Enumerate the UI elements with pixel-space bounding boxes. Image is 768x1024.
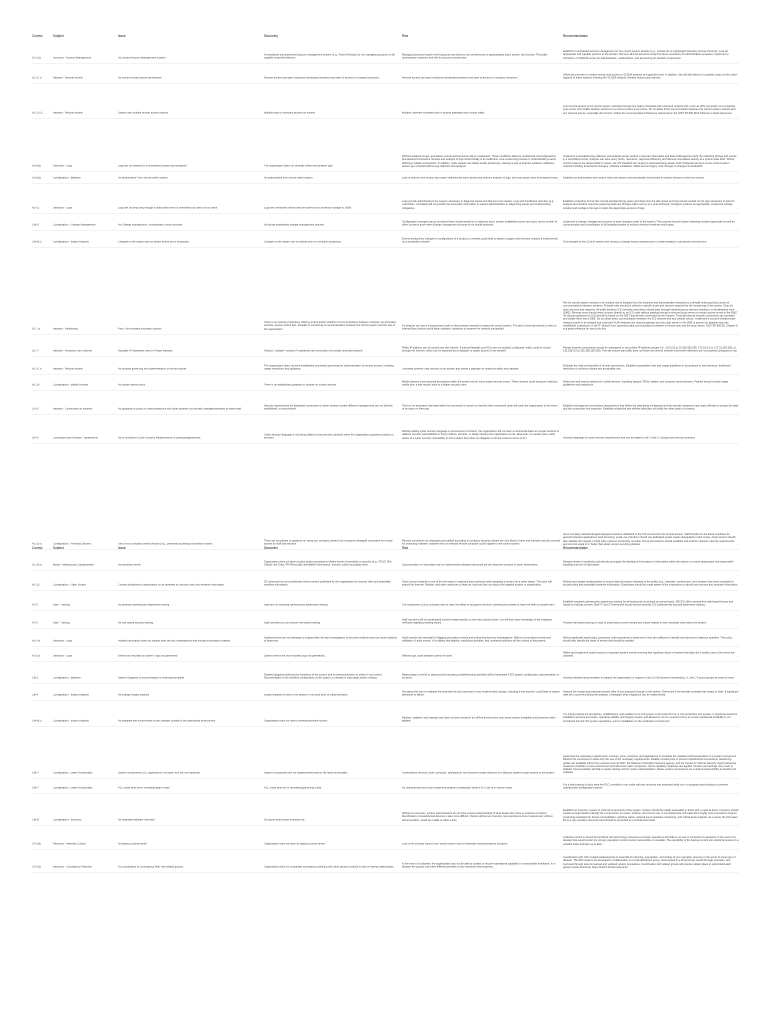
- row-separator: [32, 700, 739, 701]
- issue-cell: No Central Account Management System: [118, 56, 166, 60]
- issue-cell: Changes to the system are not tested before put in production: [118, 240, 190, 244]
- issue-cell: No change impact analysis.: [118, 693, 150, 697]
- recommendation-cell: A backup control is should be furnished with technology resources to recover operations with little to no loss in continuity of operations in the event of a disaster that would render the primary operations control center inaccessible or unusable. The operability of the backup control site should be tested on a periodic basis and kept up to date.: [563, 836, 739, 846]
- recommendation-cell: Analyze the impact and potential security risks of any proposed change to the system. Determine if the benefits outweigh the impact or risks. If significant risks are uncovered during the analysis, investigate what mitigations can be implemented.: [563, 690, 739, 697]
- discovery-cell: Organization does not have a policy and/or procedure to define levels of sensitivity or security (e.g., FOUO (For Official Use Only), PII (Personally Identifiable Information), Internal, public) and apply them.: [264, 560, 392, 567]
- recommendation-cell: Develop language for cyber security requirements that can be added to all IT and OT product and service contracts.: [563, 436, 696, 440]
- recommendation-cell: Determine and enforce policies for mobile devices, including laptops, PDAs, tablets, and company issued phones. Policies should include usage guidelines and restrictions.: [563, 380, 729, 387]
- row-separator: [32, 390, 739, 391]
- issue-cell: No or Insufficient Cyber Security Requirements in contracts/agreements: [118, 436, 201, 440]
- control-cell: CP-2(1): [32, 865, 42, 869]
- recommendation-cell: Private network components should be reassigned to use private IP address ranges (i.e., 10.0.0.0 to 10.255.255.255, 172.16.0.0 to 172.31.255.255, or 192.168.0.0 to 192.168.255.255). This will ensure that traffic does not leave the internal network if perimeter defenses are not properly configured or fail.: [563, 346, 738, 353]
- recommendation-cell: Provide role based training for staff to understand current threats and issues related to their individual roles within the system.: [563, 621, 707, 625]
- control-cell: CM-4(1): [32, 240, 42, 244]
- discovery-cell: Cyber security language is not being added to procurement contracts when the organization acquires products or services.: [264, 433, 394, 440]
- risk-cell: Events arising from changes to configuration of a product or network could lead to system outages and recovery impacts if implemented on a production network.: [402, 237, 558, 244]
- risk-cell: Audit records are essential for flagging anomalous events and performing forensic investigations. Without a formalized review and validation of audit events, it is unlikely that attacks, suspicious activities, and undesired activities will be noticed or discovered.: [402, 636, 551, 643]
- subject-cell: Network - Remote Access: [53, 367, 83, 371]
- discovery-cell: OT personnel do not consistently review content published by the organization for security risks and potentially sensitive information.: [264, 580, 391, 587]
- header-subject: Subject: [53, 34, 64, 38]
- recommendation-cell: Review and update media policies to ensure that information released to the public (e.g., websites, conferences, and vendors) has been reviewed for security risks and potentially sensitive information. Employees should be made aware of the importance to identify and remove any sensitive information.: [563, 580, 739, 587]
- row-separator: [32, 825, 739, 826]
- risk-cell: The employees of your company will not have the ability to recognize common cybersecurity threats or have the skills to handle them.: [402, 603, 556, 607]
- discovery-cell: A centralized and authorized account management system (e.g., Active Directory) is not managing accounts on all capable networked devices.: [264, 53, 395, 60]
- issue-cell: Content published by organization is not reviewed for security risks and sensitive information: [118, 583, 225, 587]
- recommendation-cell: Test changes to the SCADA system and conduct a change impact analysis prior to implementation in production environment.: [563, 240, 708, 244]
- header-control: Control: [32, 546, 43, 550]
- risk-cell: Without analysis of logs, anomalous events and intrusions will go undetected. These conditions allow for undetected misconfigurations and advanced intrusions. Review and analysis of logs stored locally is an ineffective, time-consuming process in understanding events affecting multiple components. In addition, cyber attacks can delete locally stored logs, causing a loss of forensic evidence. Malicious actions go unnoticed without log collection and analysis.: [402, 154, 556, 168]
- row-separator: [32, 683, 739, 684]
- control-cell: AU-6(3): [32, 164, 42, 168]
- control-cell: AC-17.a: [32, 367, 42, 371]
- row-separator: [32, 230, 739, 231]
- recommendation-cell: It is a best practice to only have the PLC controller in run mode with key removed and protected while not in a programming evolution to prevent unauthorized configuration access.: [563, 783, 728, 790]
- discovery-cell: Publicly "routable" network IP addresses are used within the private (internal) network.: [264, 349, 363, 353]
- row-separator: [32, 374, 739, 375]
- subject-cell: Network - Partitioning: [53, 327, 78, 331]
- issue-cell: No mobile device policy: [118, 383, 146, 387]
- discovery-cell: The organization does not centrally collect and analyze logs: [264, 164, 333, 168]
- issue-cell: No secure remote access architecture: [118, 76, 162, 80]
- row-separator: [32, 83, 739, 84]
- control-cell: CM-2: [32, 676, 39, 680]
- header-discovery: Discovery: [264, 546, 278, 550]
- control-cell: CM-7*: [32, 786, 40, 790]
- discovery-cell: No formal established change management process.: [264, 223, 325, 227]
- risk-cell: Without logs, audit analysis cannot be done.: [402, 654, 453, 658]
- control-cell: CM-3*: [32, 223, 40, 227]
- row-separator: [32, 610, 739, 611]
- subject-cell: Recovery - Alternate Control: [53, 842, 86, 846]
- risk-cell: Patches, updates, and changes that have not been tested in an off-line environment may cause system instability and downtime when applied.: [402, 716, 556, 723]
- subject-cell: Detection - Logs: [53, 639, 72, 643]
- discovery-cell: System components are not hardened/restricted to the least functionality.: [264, 771, 348, 775]
- recommendation-cell: Coordination with other related parties/groups is essential for planning, preparation, and testing of your operation recovery in the event of some type of disaster. The IDP needs to be developed in collaboration of a multi-disciplined group, documented in a living format, tested through exercises, and improved through lessons learned and updated system procedures. Coordination with related groups will prepare related plans to understand each groups needs and better help prioritize limited resources.: [563, 855, 736, 869]
- recommendation-cell: Establish a centralized account management for the control system devices (e.g., include AD or Lightweight Directory Access Protocol). Lock all appropriate and capable systems to the domain. Remove all local accounts except for those necessary for administrative purposes. Implement a TACACS+ or RADIUS server for authentication, authorization, and accounting for network components.: [563, 50, 729, 60]
- discovery-cell: No authoritative time source within system.: [264, 176, 314, 180]
- control-cell: CP-2(5): [32, 842, 42, 846]
- risk-cell: Without an inventory, system administrators do not have a clear understanding of what assets they have to maintain or protect. Identification of unauthorized devices is also more difficult. Owners without an inventory may experience loss of assets and, without documentation, would be unable to claim a loss.: [402, 812, 553, 822]
- row-separator: [32, 646, 739, 647]
- header-risk: Risk: [402, 546, 409, 550]
- row-separator: [32, 171, 739, 172]
- control-cell: SA-4*: [32, 436, 39, 440]
- subject-cell: Configuration - Inventory: [53, 818, 82, 822]
- control-cell: AT-3*: [32, 621, 39, 625]
- control-cell: AT-2*: [32, 603, 39, 607]
- control-cell: AU-11: [32, 206, 40, 210]
- page-2: [0, 512, 768, 1024]
- subject-cell: Network - Protection from Internet: [53, 349, 92, 353]
- issue-cell: PLC mode keys left in remote/program mode.: [118, 786, 171, 790]
- recommendation-cell: Implement a change management process to track changes made to the system. This process should include obtaining recipient approvals as well as communication and coordination of all impacted parties to enforce retention timelines and impact.: [563, 220, 735, 227]
- subject-cell: Configuration - Change Management: [53, 223, 96, 227]
- discovery-cell: Organization does not coordinate contingency planning with other groups involved in plan or having related plans.: [264, 865, 395, 869]
- control-cell: AC-2(1): [32, 56, 42, 60]
- row-separator: [32, 414, 739, 415]
- issue-cell: No role based security training: [118, 621, 154, 625]
- subject-cell: Network - Connections to systems: [53, 407, 93, 411]
- subject-cell: Accounts - Account Management: [53, 56, 92, 60]
- subject-cell: Staff - Training: [53, 621, 70, 625]
- issue-cell: Logs are not kept long enough or data within them is overwritten too fast to be of value: [118, 206, 218, 210]
- control-cell: SC-7.a: [32, 327, 41, 331]
- risk-cell: An attacker can use a compromised node on the business network to exploit the control system. The lack of internal network to with no internal flow controls would allow malware / attackers to traverse the network unimpeded.: [402, 324, 557, 331]
- risk-cell: Not taking the time to evaluate the potential risk and outcomes of any implemented change, including a test process, could lead to system downtime or failure.: [402, 690, 560, 697]
- row-separator: [32, 334, 739, 335]
- subject-cell: Configuration - Baseline: [53, 176, 81, 180]
- risk-cell: Managing local and system level accounts can become too cumbersome to appropriately audit, secure, and monitor. This adds unnecessary exposure and risk for account compromise.: [402, 53, 548, 60]
- recommendation-cell: Evaluate the risks and benefits of remote connections. Establish acceptable rules and usage guidelines in accordance to risk tolerance. Implement restrictions to enforce policies and acceptable use.: [563, 364, 731, 371]
- risk-cell: Logs provide administrators the support necessary to diagnose issues and discover root causes. Logs with insufficient retention (e.g., overwritten, truncated) will not provide the necessary information to support administrators in diagnosing issues and implementing mitigations.: [402, 200, 555, 210]
- subject-cell: Network - Remote Access: [53, 111, 83, 115]
- risk-cell: Staff members will not understand current threats specific to their role and job duties, nor will they have knowledge of the mitigation methods regarding existing issues.: [402, 618, 553, 625]
- recommendation-cell: Determine the necessary requirements, services, ports, protocols, and applications to complete the needed functions/operation of a system component. Restrict the component to allow only the use of the necessary requirements. Disable unused ports to prevent unauthorized connections. Hardening guides are available online from sources such as NIST, the Defense Information Systems Agency, and the Center for Internet Security. Apply hardening measures carefully in a test environment and document each component. Some capability measures are applied, function and settings may revert to defaults. Documentation will help re-apply settings and for system administration. Newer system components are a shared responsibility to identify and evaluate.: [563, 755, 737, 775]
- subject-cell: Media - Marking and Categorization: [53, 563, 95, 567]
- issue-cell: Routable IP Addresses used in Private Network: [118, 349, 173, 353]
- control-cell: CM-4(1): [32, 719, 42, 723]
- risk-cell: Public IP address can be routed over the Internet. If internal firewalls and ACLs are not properly configured, traffic could be routed through the Internet, which can be exploited by an attacker to obtain access to the network.: [402, 346, 551, 353]
- recommendation-cell: Develop levels of sensitivity and security and apply the labeling of information to information within the system to ensure appropriate and responsible handling and use of information.: [563, 560, 734, 567]
- row-separator: [32, 590, 739, 591]
- discovery-cell: Organization does not have a development/test system.: [264, 719, 329, 723]
- control-cell: AC-17(1): [32, 111, 43, 115]
- recommendation-cell: Issue company owned/managed laptops/computers dedicated to the ICS environment for remote access. Staff should not use those machines for general business applications (web browsing, email, etc.) Vendors should use dedicated assets assets designated in their scope. Asset owners should also validate the integrity of third party systems connecting remotely. These connections should establish and enforce minimum security requirements and controls equal to or better than asset owners security guidance.: [563, 532, 736, 546]
- control-cell: AC-22*: [32, 583, 41, 587]
- discovery-cell: There is no established guidance or policies for mobile devices.: [264, 383, 337, 387]
- header-issue: Issue: [118, 34, 126, 38]
- header-issue: Issue: [118, 546, 126, 550]
- subject-cell: Contractors and Vendors - Agreements: [53, 436, 98, 440]
- issue-cell: Use of non company owned devices (e.g., personal) accessing information system.: [118, 542, 214, 546]
- issue-cell: System components (OS, applications, firmware, etc) are not hardened.: [118, 771, 201, 775]
- row-separator: [32, 443, 739, 444]
- discovery-cell: No documented asset inventory list.: [264, 818, 306, 822]
- subject-cell: Configuration - Personal Devices: [53, 542, 91, 546]
- recommendation-cell: Limit remote access to the control system networks through one highly controlled and monitored network path, such as VPN connection to a corporate jump server and enable desktop sessions to a control system jump server. Do not allow direct communication between the control system network and any external source, especially the Internet. Follow the recommended architecture referenced in the NIST SP 800-82r3 Defense in depth document.: [563, 105, 736, 115]
- control-cell: SC-7*: [32, 349, 39, 353]
- recommendation-cell: Establish a baseline of how fast normal activities fill log space and determine the disk space and time period needed on the logs necessary to perform analysis and incident response (typical periods are 90 days online and up to 1 year archived). Configure systems as appropriate. Implement storage solution and configure the logs to retain the appropriate amount of logs.: [563, 200, 735, 210]
- subject-cell: Network - Remote Access: [53, 76, 83, 80]
- discovery-cell: Security requirements for dedicated connections to other systems (under different management) are not defined, established, or documented.: [264, 404, 393, 411]
- risk-cell: In the event of a disaster, the organization may not be able to sustain or recover operational capability in a reasonable timeframe. In a disaster the groups may have different priorities or key resources that response.: [402, 862, 556, 869]
- control-cell: AC-16.a: [32, 563, 42, 567]
- subject-cell: Configuration - Baseline: [53, 676, 81, 680]
- header-recommendation: Recommendation: [563, 34, 588, 38]
- discovery-cell: Remote access can grant malicious individuals persistent and ease of access to company resources.: [264, 76, 380, 80]
- recommendation-cell: Establish an inventory system to track all components of the system. System should be readily accessible to those with a need-to-know. Inventory should contain enough detail to identify the components, its owner, location, and current use. A comprehensive ICS asset list is highly recommended to support continuing evaluation for known vulnerabilities, patching status, network communication monitoring, and critical asset analysis. As a result, the ICS asset list is a very sensitive document and should be protected as a critical asset itself.: [563, 808, 739, 822]
- subject-cell: Detection - Logs: [53, 164, 72, 168]
- issue-cell: No Authoritative Time Source within system.: [118, 176, 169, 180]
- risk-cell: Without adding cyber security language to procurement contracts, the organization will not have a contractual basis to compel vendors to address security vulnerabilities in their products, services, or design leaving the organization at risk. (Example: If a vendor were made aware of a cyber security vulnerability in their product they have no obligation to let the customer know to fix.): [402, 430, 559, 440]
- issue-cell: No separate test environment to test changes outside of the operational environment.: [118, 719, 216, 723]
- risk-cell: Remote access can grant malicious individuals persistent and ease of access to company resources.: [402, 76, 518, 80]
- header-control: Control: [32, 34, 43, 38]
- discovery-cell: There are no policies or guidance on using non company owned (non company managed) computers for remote access by staff and vendors.: [264, 539, 393, 546]
- risk-cell: Configuration changes can go unnoticed when implemented by a malicious actor, system availability issues can occur, and a number of other concerns arise when change management process is not strictly enforced.: [402, 220, 557, 227]
- recommendation-cell: Utilize jump servers to restrict remote and access to SCADA systems at a granular level. In addition, this will also allow for complete control of the cyber-hygiene of these systems entering the SCADA network, thereby reduce jump servers.: [563, 73, 738, 80]
- recommendation-cell: Establish and approve connections requirements that define the data being exchanged and the security measures each party will take to protect the data and the connection limit exposure. Establish a baseline that defines what they will notify the other party of a breach.: [563, 404, 739, 411]
- row-separator: [32, 570, 739, 571]
- issue-cell: No sensitivity levels: [118, 563, 141, 567]
- discovery-cell: Staff are not receiving cybersecurity awareness training.: [264, 603, 329, 607]
- row-separator: [32, 849, 739, 850]
- recommendation-cell: It is a best practice for all patches, modifications, and updates to an ICS system to be tested first on a non-production test system. It should be tested for installation process anomalies, operating stability and integrity issues, and allowed to run for a period of time to ensure operational instability is not introduced into the ICS system operations, prior to installation on the production environment.: [563, 713, 738, 723]
- discovery-cell: Changes to the system are not tested prior to running in production.: [264, 240, 342, 244]
- row-separator: [32, 63, 739, 64]
- discovery-cell: Detailed diagrams defining the interfaces of the system and its interconnections to others is not current. Documentation of the baseline configuration of the system or network is inaccurate and/or missing.: [264, 673, 383, 680]
- subject-cell: Configuration - Open Source: [53, 583, 87, 587]
- discovery-cell: There is no network protections offering control and/or visibility of communications between networks. No boundary controls, access control lists, firewalls or monitoring of communications between the control system and the rest of the organization.: [264, 321, 397, 331]
- recommendation-cell: Define and implement audit records for important system events ensuring that significant items of interest that allow for a holistic view of the event are captured.: [563, 651, 735, 658]
- header-risk: Risk: [402, 34, 409, 38]
- recommendation-cell: Implement a centralized log collection and analysis server (and/or a Security Information and Event Management tool). By collecting all logs and events in a centralized server, analysts can save many hours, resources, response efficiency, and discover anomalous activity at a system-wide level. Where control systems are deterministic in nature, the OS standard can simply be observed being aware of all configured services on the control system network including all accounts changes, software installation, failed account logins, and changes to changes to bandwidth.: [563, 154, 737, 168]
- header-recommendation: Recommendation: [563, 546, 588, 550]
- row-separator: [32, 213, 739, 214]
- issue-cell: Audited information does not support after the fact investigations that enough information retained.: [118, 639, 231, 643]
- subject-cell: Staff - Training: [53, 603, 70, 607]
- recommendation-cell: Develop detailed documentation to support the organization in support of the SCADA systems architecting, IT, and OT group groups as need to know.: [563, 676, 735, 680]
- issue-cell: No general cybersecurity awareness training: [118, 603, 170, 607]
- row-separator: [32, 793, 739, 794]
- risk-cell: Open source research is one of the first steps a malicious actor performs when targeting a system for a cyber attack. The actor will search the Internet, Shodan, and other resources to learn as much as they can about the targeted system or organization.: [402, 580, 552, 587]
- issue-cell: Poor / Non-existent boundary controls: [118, 327, 162, 331]
- row-separator: [32, 183, 739, 184]
- discovery-cell: The organization does not have established processes governing the implementation of remote access, including usage restrictions and guidance.: [264, 364, 394, 371]
- issue-cell: No process governing the implementation of remote access: [118, 367, 187, 371]
- row-separator: [32, 247, 739, 248]
- risk-cell: Documentation or information can be inadvertently released that would aid the discovery process of cyber adversaries.: [402, 563, 538, 567]
- issue-cell: Logs are not retained in a centralized location and analyzed.: [118, 164, 188, 168]
- risk-cell: Loss of the primary control room would result in loss of essential mission/business functions.: [402, 842, 508, 846]
- subject-cell: Configuration - Impact Analysis: [53, 719, 89, 723]
- subject-cell: Configuration - Least Functionality: [53, 786, 93, 790]
- discovery-cell: Audited events are not adequate to support after the fact investigations of security incidents and root cause analysis of downtime.: [264, 636, 397, 643]
- control-cell: AC-17.a: [32, 76, 42, 80]
- risk-cell: Multiple channels increases both in access pathways and monitor traffic.: [402, 111, 485, 115]
- row-separator: [32, 661, 739, 662]
- risk-cell: Mobile devices cross physical boundaries within the system and in some cases security zones. These devices could transport malicious media from a less secure zone to a higher security zone.: [402, 380, 558, 387]
- recommendation-cell: Establish required cybersecurity awareness training for all employees on at least an annual basis. SECOC offers several free web-based lecture and hands-on training courses. Both IT and OT personnel should receive periodic ICS cybersecurity focused awareness training.: [563, 600, 734, 607]
- subject-cell: Configuration - Mobile Devices: [53, 383, 89, 387]
- discovery-cell: Staff members do not receive role based training.: [264, 621, 321, 625]
- risk-cell: Remote computers not managed and audited according to company security policies are very likely to have and maintain security controls for protecting malware; malware from an infected remote computer could migrate to the control system.: [402, 539, 560, 546]
- row-separator: [32, 118, 739, 119]
- subject-cell: Configuration - Least Functionality: [53, 771, 93, 775]
- discovery-cell: Multiple ways to remotely access the system: [264, 111, 316, 115]
- subject-cell: Configuration - Impact Analysis: [53, 240, 89, 244]
- row-separator: [32, 778, 739, 779]
- subject-cell: Recovery - Contingency Planning: [53, 865, 92, 869]
- recommendation-cell: Put the control system network in an enclave that is isolated from the business and administrative networks by a firewall enforcing strict control of communications between systems. Firewall rules should be refined to specific hosts and services required for the functioning of the system. Drop all other services and requests. All traffic between ICS networks and others should pass through hardened proxy devices residing in a demilitarized zone (DMZ). Remote users should never connect directly to an ICS node without passing through a secured jump server or remote access server in the DMZ. All security guidance for ICS should be based on the NIST and directly connected via the Internet. Treat all external network connections as untrusted and isolate them into a DMZ. Do not allow direct communication between the ICS network and any outside source. Implement a secured virtual private network tunnel or an isolated and protected VLAN between the network gateway and the jump server in the DMZ to prevent an attacker who has established a presence on the IT network from accessing data communications between a remote user and the jump server. NIST SP 800-82, Chapter 6, is a great reference for how to do this.: [563, 301, 739, 331]
- control-cell: CA-3*: [32, 407, 39, 411]
- header-subject: Subject: [53, 546, 64, 550]
- recommendation-cell: Establish an authoritative time source within the system and periodically synchronize all system devices to that time source.: [563, 176, 705, 180]
- subject-cell: Detection - Logs: [53, 654, 72, 658]
- control-cell: AC-19: [32, 383, 40, 387]
- control-cell: CM-4: [32, 693, 39, 697]
- risk-cell: Untrusted systems may connect to the system and create a pathway for malicious traffic and malware.: [402, 367, 520, 371]
- control-cell: AU-3.a: [32, 639, 41, 643]
- risk-cell: Responding to events or planning and executing troubleshooting activities will be hampered if ICS system configuration documentation is incorrect.: [402, 673, 559, 680]
- risk-cell: There is no assurance that data within the connection is secure or that the other connected party will notify the organization in the event of an issue on their part.: [402, 404, 558, 411]
- control-cell: AU-2.a: [32, 654, 41, 658]
- recommendation-cell: Revise applicable audit policy, processes, and procedures to determine if they are sufficient to identify and document malicious activities. The policy should also identify the types of events that should be audited.: [563, 636, 733, 643]
- control-cell: AC-20.a: [32, 542, 42, 546]
- subject-cell: Detection - Logs: [53, 206, 72, 210]
- header-discovery: Discovery: [264, 34, 278, 38]
- control-cell: AU-8(1): [32, 176, 42, 180]
- issue-cell: No backup control center: [118, 842, 147, 846]
- issue-cell: No hardware/software Inventory: [118, 818, 155, 822]
- risk-cell: Lack of uniform time source can create inefficiencies when performing forensic analysis of logs, and may cause other time-based issues.: [402, 176, 559, 180]
- row-separator: [32, 872, 739, 873]
- issue-cell: No Change management / configuration control process: [118, 223, 183, 227]
- row-separator: [32, 549, 739, 550]
- discovery-cell: PLC mode keys left in remote/programming mode.: [264, 786, 322, 790]
- discovery-cell: System events are not recorded (logs not generated).: [264, 654, 326, 658]
- row-separator: [32, 628, 739, 629]
- issue-cell: No coordination of Contingency Plan with related groups.: [118, 865, 184, 869]
- discovery-cell: Logs are overwritten before they are saved to an off-device storage or SIEM: [264, 206, 352, 210]
- subject-cell: Configuration - Impact Analysis: [53, 693, 89, 697]
- control-cell: CM-7*: [32, 771, 40, 775]
- risk-cell: Unnecessary services, ports, protocols, applications, and functions create avenues for malicious parties to gain access to the system.: [402, 771, 555, 775]
- discovery-cell: Organization does not have an backup control center.: [264, 842, 326, 846]
- row-separator: [32, 726, 739, 727]
- risk-cell: An unauthorized user could implement program modification while a PLC key is in remote mode.: [402, 786, 513, 790]
- row-separator: [32, 356, 739, 357]
- control-cell: CM-8*: [32, 818, 40, 822]
- issue-cell: Events not recorded by system / logs not generated: [118, 654, 178, 658]
- issue-cell: System Diagrams & documentation is missing/incomplete.: [118, 676, 185, 680]
- issue-cell: No guidance or policy on interconnections with other systems not formally managed/operated by same staff.: [118, 407, 242, 411]
- discovery-cell: Impact analysis of risks to the system is not done prior to implementation.: [264, 693, 349, 697]
- issue-cell: System has multiple remote access options: [118, 111, 168, 115]
